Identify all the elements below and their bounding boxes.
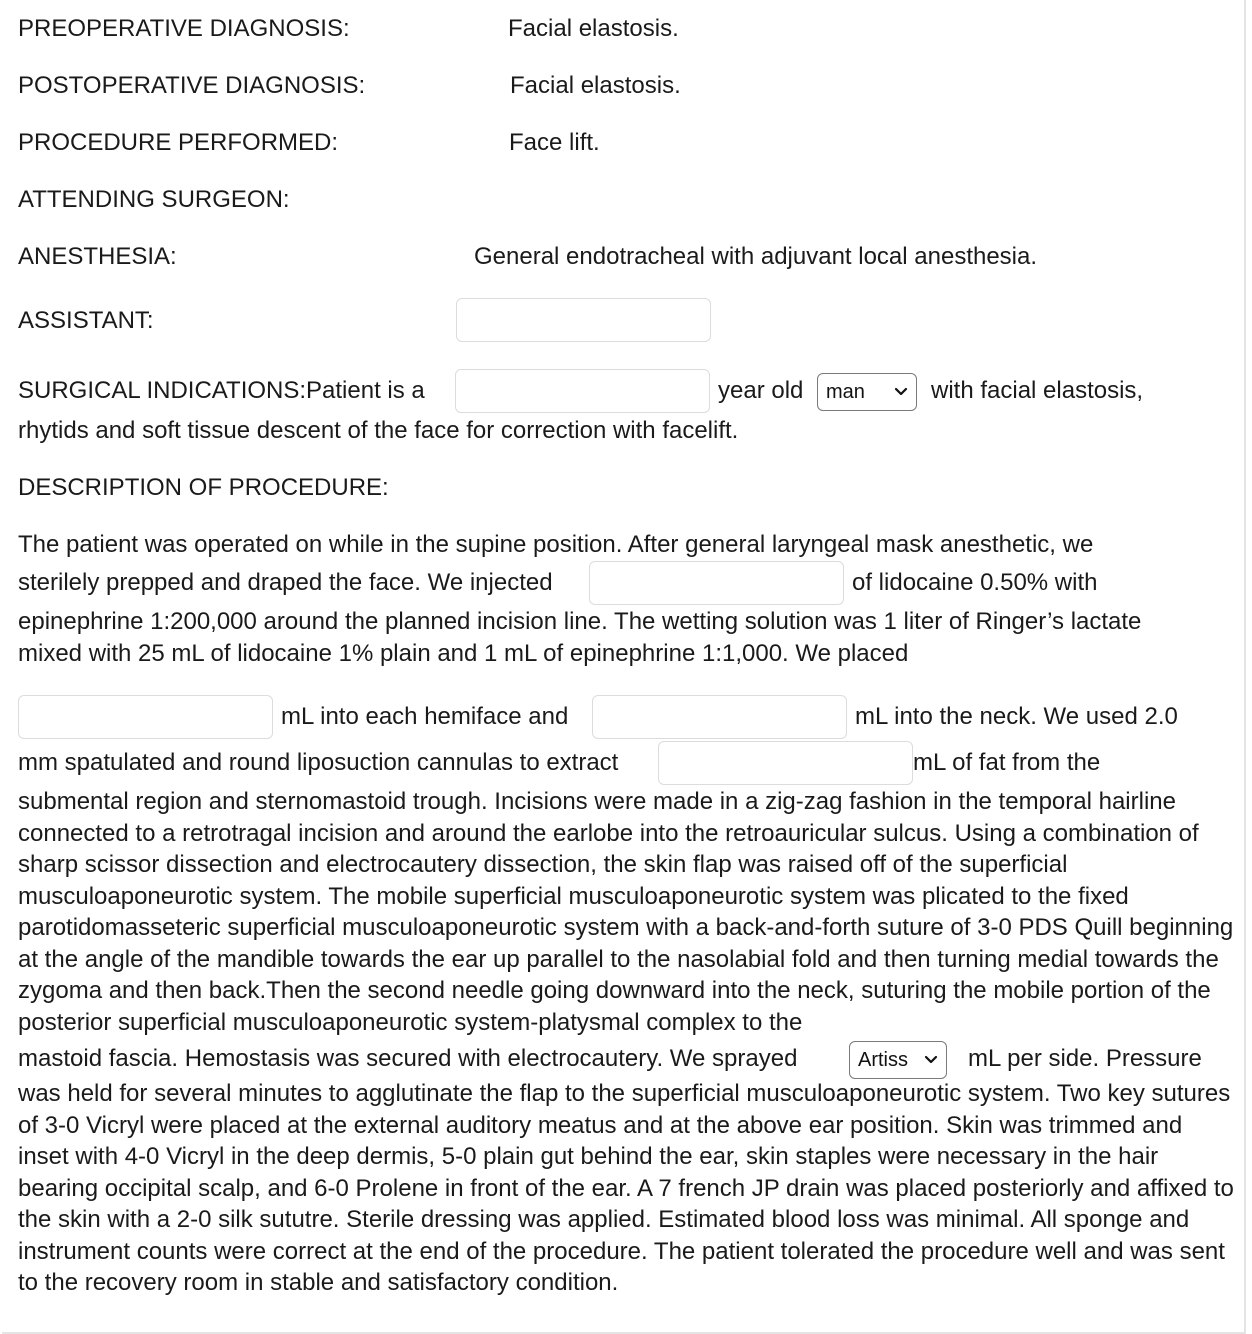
anesthesia-label: ANESTHESIA: [18, 243, 177, 270]
gender-select[interactable] [817, 373, 917, 411]
fat-ml-input[interactable] [658, 741, 913, 785]
assistant-label: ASSISTANT: [18, 307, 154, 334]
neck-text: mL into the neck. We used 2.0 [855, 703, 1178, 730]
neck-ml-input[interactable] [592, 695, 847, 739]
description-line2-pre: sterilely prepped and draped the face. We injected [18, 569, 553, 596]
assistant-input[interactable] [456, 298, 711, 342]
hemiface-text: mL into each hemiface and [281, 703, 569, 730]
indications-suffix: with facial elastosis, [931, 377, 1144, 404]
description-line4: mixed with 25 mL of lidocaine 1% plain and 1 mL of epinephrine 1:1,000. We placed [18, 640, 909, 667]
anesthesia-value: General endotracheal with adjuvant local anesthesia. [474, 243, 1038, 270]
postop-label: POSTOPERATIVE DIAGNOSIS: [18, 72, 366, 99]
surgeon-label: ATTENDING SURGEON: [18, 186, 290, 213]
liposuction-text: mm spatulated and round liposuction cannulas to extract [18, 749, 619, 776]
procedure-body-text: submental region and sternomastoid trough. Incisions were made in a zig-zag fashion in the temporal hairline connected to a retrotragal incision and around the earlobe into the retroauricular sulcus. Using a combination of sharp scissor dissection and electrocautery dissection, the skin flap was raised off of the superficial musculoaponeurotic system. The mobile superficial musculoaponeurotic system was plicated to the fixed parotidomasseteric superficial musculoaponeurotic system with a back-and-forth suture of 3-0 PDS Quill beginning at the angle of the mandible towards the ear up parallel to the nasolabial fold and then turning medial towards the zygoma and then back.Then the second needle going downward into the neck, suturing the mobile portion of the posterior superficial musculoaponeurotic system-platysmal complex to the [18, 788, 1234, 1036]
sprayed-text-post: mL per side. Pressure [968, 1045, 1202, 1072]
description-heading: DESCRIPTION OF PROCEDURE: [18, 474, 389, 501]
procedure-value: Face lift. [509, 129, 600, 156]
hemiface-ml-input[interactable] [18, 695, 273, 739]
postop-value: Facial elastosis. [510, 72, 681, 99]
year-old-text: year old [718, 377, 804, 404]
patient-age-input[interactable] [455, 369, 710, 413]
description-line3: epinephrine 1:200,000 around the planned incision line. The wetting solution was 1 liter of Ringer’s lactate [18, 608, 1142, 635]
fat-text: mL of fat from the [913, 749, 1101, 776]
gender-select-value: man [826, 380, 865, 403]
sealant-select[interactable] [849, 1041, 947, 1079]
sprayed-text-pre: mastoid fascia. Hemostasis was secured with electrocautery. We sprayed [18, 1045, 798, 1072]
preop-label: PREOPERATIVE DIAGNOSIS: [18, 15, 350, 42]
procedure-label: PROCEDURE PERFORMED: [18, 129, 339, 156]
description-line2-post: of lidocaine 0.50% with [852, 569, 1098, 596]
chevron-down-icon [924, 1055, 938, 1065]
lidocaine-amount-input[interactable] [589, 561, 844, 605]
preop-value: Facial elastosis. [508, 15, 679, 42]
indications-prefix: SURGICAL INDICATIONS:Patient is a [18, 377, 425, 404]
indications-line2: rhytids and soft tissue descent of the face for correction with facelift. [18, 417, 739, 444]
chevron-down-icon [894, 387, 908, 397]
closing-text: was held for several minutes to agglutinate the flap to the superficial musculoaponeurotic system. Two key sutures of 3-0 Vicryl were placed at the external auditory meatus and at the above ear position. Skin was trimmed and inset with 4-0 Vicryl in the deep dermis, 5-0 plain gut behind the ear, skin staples were necessary in the hair bearing occipital scalp, and 6-0 Prolene in front of the ear. A 7 french JP drain was placed posteriorly and affixed to the skin with a 2-0 silk sututre. Sterile dressing was applied. Estimated blood loss was minimal. All sponge and instrument counts were correct at the end of the procedure. The patient tolerated the procedure well and was sent to the recovery room in stable and satisfactory condition. [18, 1080, 1234, 1296]
sealant-select-value: Artiss [858, 1048, 908, 1071]
description-line1: The patient was operated on while in the supine position. After general laryngeal mask anesthetic, we [18, 531, 1094, 558]
